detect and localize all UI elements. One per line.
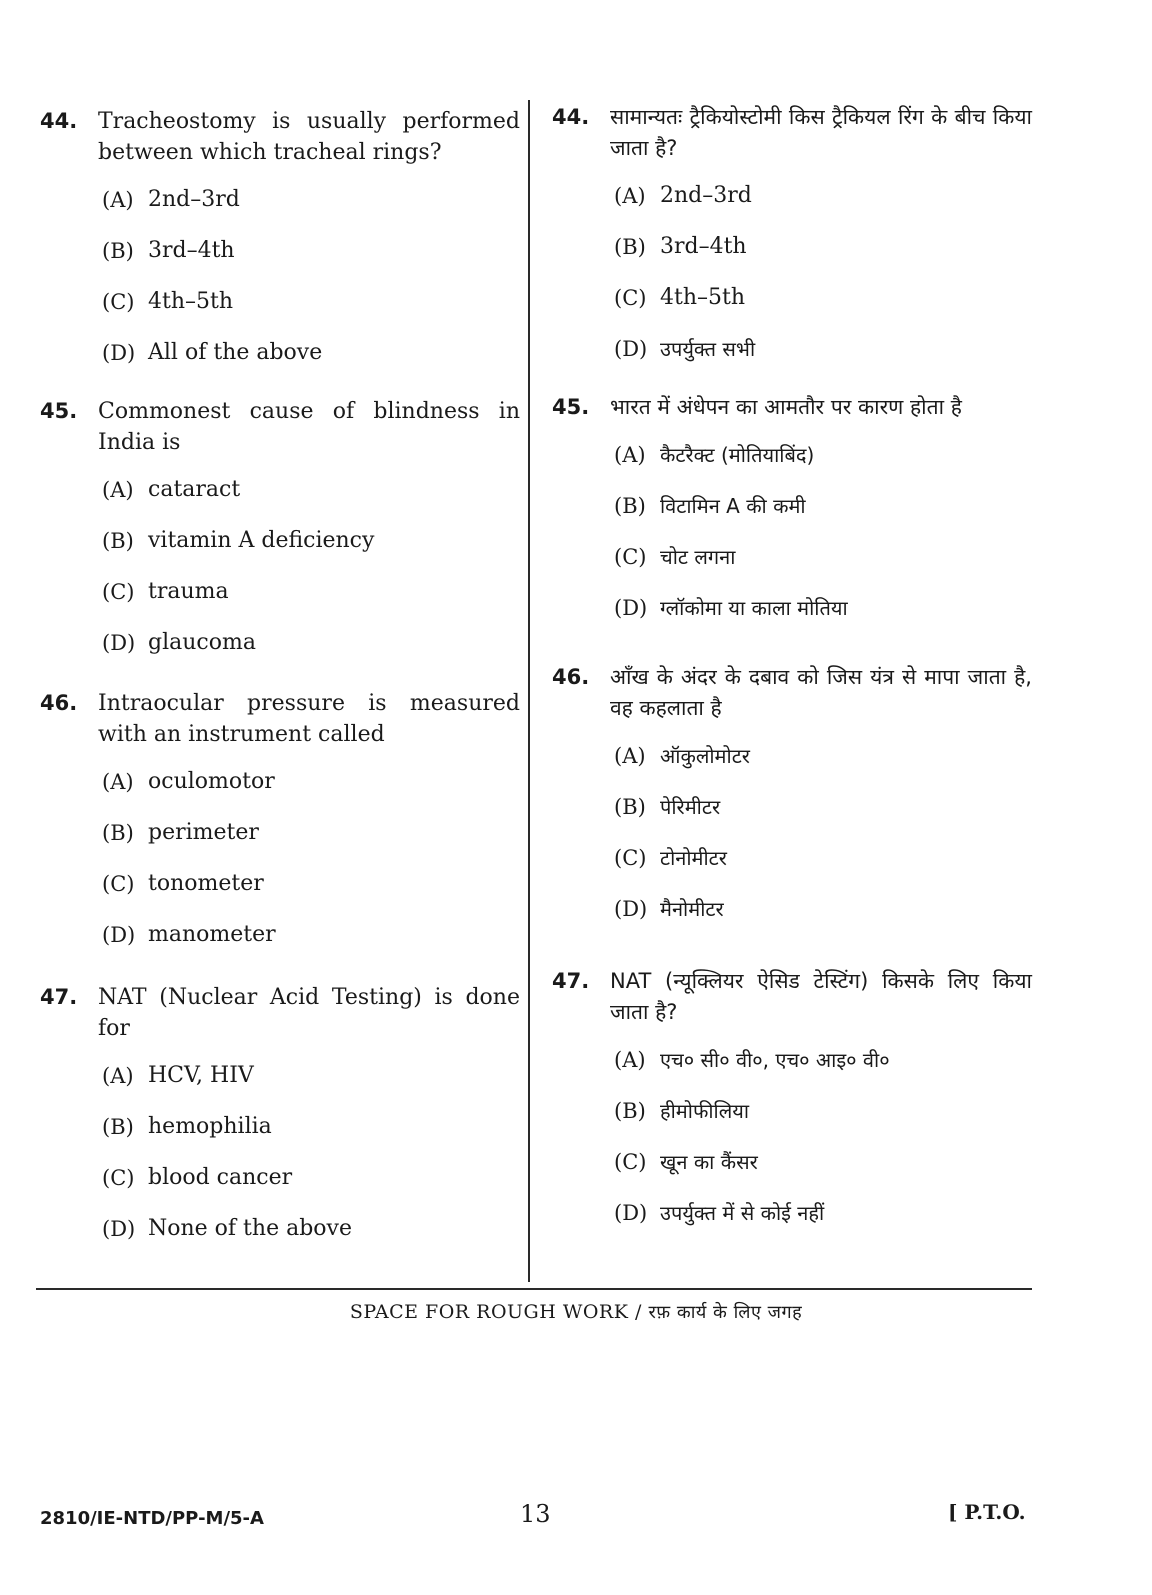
options-list <box>102 475 520 679</box>
rough-work-hindi: रफ़ कार्य के लिए जगह <box>648 1302 803 1323</box>
question-number: 45. <box>40 399 78 423</box>
option-text: ग्लॉकोमा या काला मोतिया <box>660 596 848 620</box>
option-c <box>614 1147 1032 1198</box>
option-letter: (B) <box>614 1099 646 1123</box>
question-text: भारत में अंधेपन का आमतौर पर कारण होता है <box>610 395 962 419</box>
option-letter: (B) <box>102 529 134 553</box>
option-letter: (D) <box>102 923 136 947</box>
question-text: NAT (न्यूक्लियर ऐसिड टेस्टिंग) किसके लिए किया जाता है? <box>610 969 1032 1024</box>
option-text: 4th–5th <box>660 285 746 310</box>
option-text: HCV, HIV <box>148 1063 254 1088</box>
option-b <box>102 236 520 287</box>
question-text: सामान्यतः ट्रैकियोस्टोमी किस ट्रैकियल रिंग के बीच किया जाता है? <box>610 105 1032 160</box>
option-text: उपर्युक्त में से कोई नहीं <box>660 1201 825 1225</box>
option-text: हीमोफीलिया <box>660 1099 750 1123</box>
option-b <box>614 491 1032 542</box>
question-number: 44. <box>40 109 78 133</box>
option-text: उपर्युक्त सभी <box>660 337 756 361</box>
option-letter: (B) <box>614 494 646 518</box>
option-text: tonometer <box>148 871 264 896</box>
option-text: glaucoma <box>148 630 256 655</box>
question-46-en <box>40 688 520 971</box>
question-47-en <box>40 982 520 1265</box>
option-d <box>614 334 1032 385</box>
option-a <box>102 475 520 526</box>
option-text: 4th–5th <box>148 289 234 314</box>
option-letter: (B) <box>614 795 646 819</box>
question-text: Intraocular pressure is measured with an instrument called <box>98 691 520 747</box>
question-45-en <box>40 396 520 679</box>
option-letter: (B) <box>102 239 134 263</box>
option-letter: (A) <box>102 1064 134 1088</box>
option-text: oculomotor <box>148 769 275 794</box>
option-letter: (A) <box>614 443 646 467</box>
option-letter: (D) <box>614 337 648 361</box>
option-text: मैनोमीटर <box>660 897 724 921</box>
question-45-hi <box>552 392 1032 644</box>
column-divider <box>528 100 530 1282</box>
rough-work-label <box>0 1300 1152 1324</box>
option-letter: (D) <box>614 596 648 620</box>
option-text: एच० सी० वी०, एच० आइ० वी० <box>660 1048 890 1072</box>
option-c <box>102 1163 520 1214</box>
option-b <box>614 792 1032 843</box>
question-46-hi <box>552 662 1032 945</box>
option-d <box>102 338 520 389</box>
question-number: 47. <box>40 985 78 1009</box>
option-letter: (B) <box>614 235 646 259</box>
question-text: Commonest cause of blindness in India is <box>98 399 520 455</box>
option-letter: (A) <box>614 1048 646 1072</box>
question-number: 47. <box>552 969 590 993</box>
option-text: खून का कैंसर <box>660 1150 758 1174</box>
options-list <box>614 741 1032 945</box>
option-a <box>102 767 520 818</box>
option-text: 2nd–3rd <box>660 183 752 208</box>
question-number: 46. <box>40 691 78 715</box>
question-number: 46. <box>552 665 590 689</box>
option-text: hemophilia <box>148 1114 272 1139</box>
option-text: cataract <box>148 477 241 502</box>
option-a <box>614 181 1032 232</box>
option-letter: (C) <box>614 846 647 870</box>
option-text: manometer <box>148 922 276 947</box>
option-d <box>102 628 520 679</box>
option-letter: (C) <box>614 1150 647 1174</box>
options-list <box>614 1045 1032 1249</box>
option-letter: (C) <box>614 545 647 569</box>
option-letter: (D) <box>614 897 648 921</box>
option-text: vitamin A deficiency <box>148 528 375 553</box>
option-text: trauma <box>148 579 229 604</box>
option-letter: (D) <box>102 341 136 365</box>
option-letter: (D) <box>102 1217 136 1241</box>
option-letter: (A) <box>102 770 134 794</box>
option-a <box>102 185 520 236</box>
option-c <box>614 542 1032 593</box>
options-list <box>102 767 520 971</box>
option-d <box>102 920 520 971</box>
option-letter: (C) <box>102 580 135 604</box>
question-44-hi <box>552 102 1032 385</box>
option-letter: (C) <box>102 872 135 896</box>
question-number: 45. <box>552 395 590 419</box>
option-letter: (A) <box>102 478 134 502</box>
question-text: Tracheostomy is usually performed between which tracheal rings? <box>98 109 520 165</box>
booklet-code: 2810/IE-NTD/PP-M/5-A <box>40 1508 264 1529</box>
option-text: 3rd–4th <box>660 234 747 259</box>
option-text: कैटरैक्ट (मोतियाबिंद) <box>660 443 815 467</box>
option-letter: (B) <box>102 821 134 845</box>
option-b <box>102 1112 520 1163</box>
option-letter: (D) <box>614 1201 648 1225</box>
option-c <box>102 869 520 920</box>
rough-work-separator: / <box>634 1301 642 1323</box>
option-b <box>102 818 520 869</box>
option-letter: (C) <box>102 290 135 314</box>
option-letter: (C) <box>614 286 647 310</box>
options-list <box>102 1061 520 1265</box>
option-b <box>614 232 1032 283</box>
option-text: blood cancer <box>148 1165 293 1190</box>
options-list <box>102 185 520 389</box>
options-list <box>614 181 1032 385</box>
page-number: 13 <box>520 1500 551 1528</box>
option-d <box>614 593 1032 644</box>
option-c <box>102 577 520 628</box>
option-a <box>614 1045 1032 1096</box>
question-44-en <box>40 106 520 389</box>
option-letter: (A) <box>614 744 646 768</box>
option-a <box>614 440 1032 491</box>
option-text: All of the above <box>148 340 323 365</box>
rough-work-english: SPACE FOR ROUGH WORK <box>349 1301 629 1323</box>
question-text: आँख के अंदर के दबाव को जिस यंत्र से मापा जाता है, वह कहलाता है <box>610 665 1032 720</box>
option-letter: (A) <box>102 188 134 212</box>
options-list <box>614 440 1032 644</box>
option-c <box>614 283 1032 334</box>
option-d <box>614 1198 1032 1249</box>
option-c <box>614 843 1032 894</box>
question-text: NAT (Nuclear Acid Testing) is done for <box>98 985 520 1041</box>
option-text: ऑकुलोमोटर <box>660 744 750 768</box>
option-b <box>102 526 520 577</box>
option-text: टोनोमीटर <box>660 846 727 870</box>
bottom-rule <box>36 1288 1032 1290</box>
option-text: perimeter <box>148 820 259 845</box>
option-text: पेरिमीटर <box>660 795 721 819</box>
option-text: None of the above <box>148 1216 352 1241</box>
option-d <box>614 894 1032 945</box>
question-47-hi <box>552 966 1032 1249</box>
option-d <box>102 1214 520 1265</box>
option-a <box>102 1061 520 1112</box>
option-text: विटामिन A की कमी <box>660 494 806 518</box>
option-letter: (C) <box>102 1166 135 1190</box>
option-b <box>614 1096 1032 1147</box>
option-text: 3rd–4th <box>148 238 235 263</box>
question-number: 44. <box>552 105 590 129</box>
option-a <box>614 741 1032 792</box>
option-letter: (A) <box>614 184 646 208</box>
option-text: 2nd–3rd <box>148 187 240 212</box>
option-letter: (D) <box>102 631 136 655</box>
option-letter: (B) <box>102 1115 134 1139</box>
pto-label: [ P.T.O. <box>948 1500 1026 1524</box>
option-text: चोट लगना <box>660 545 736 569</box>
option-c <box>102 287 520 338</box>
